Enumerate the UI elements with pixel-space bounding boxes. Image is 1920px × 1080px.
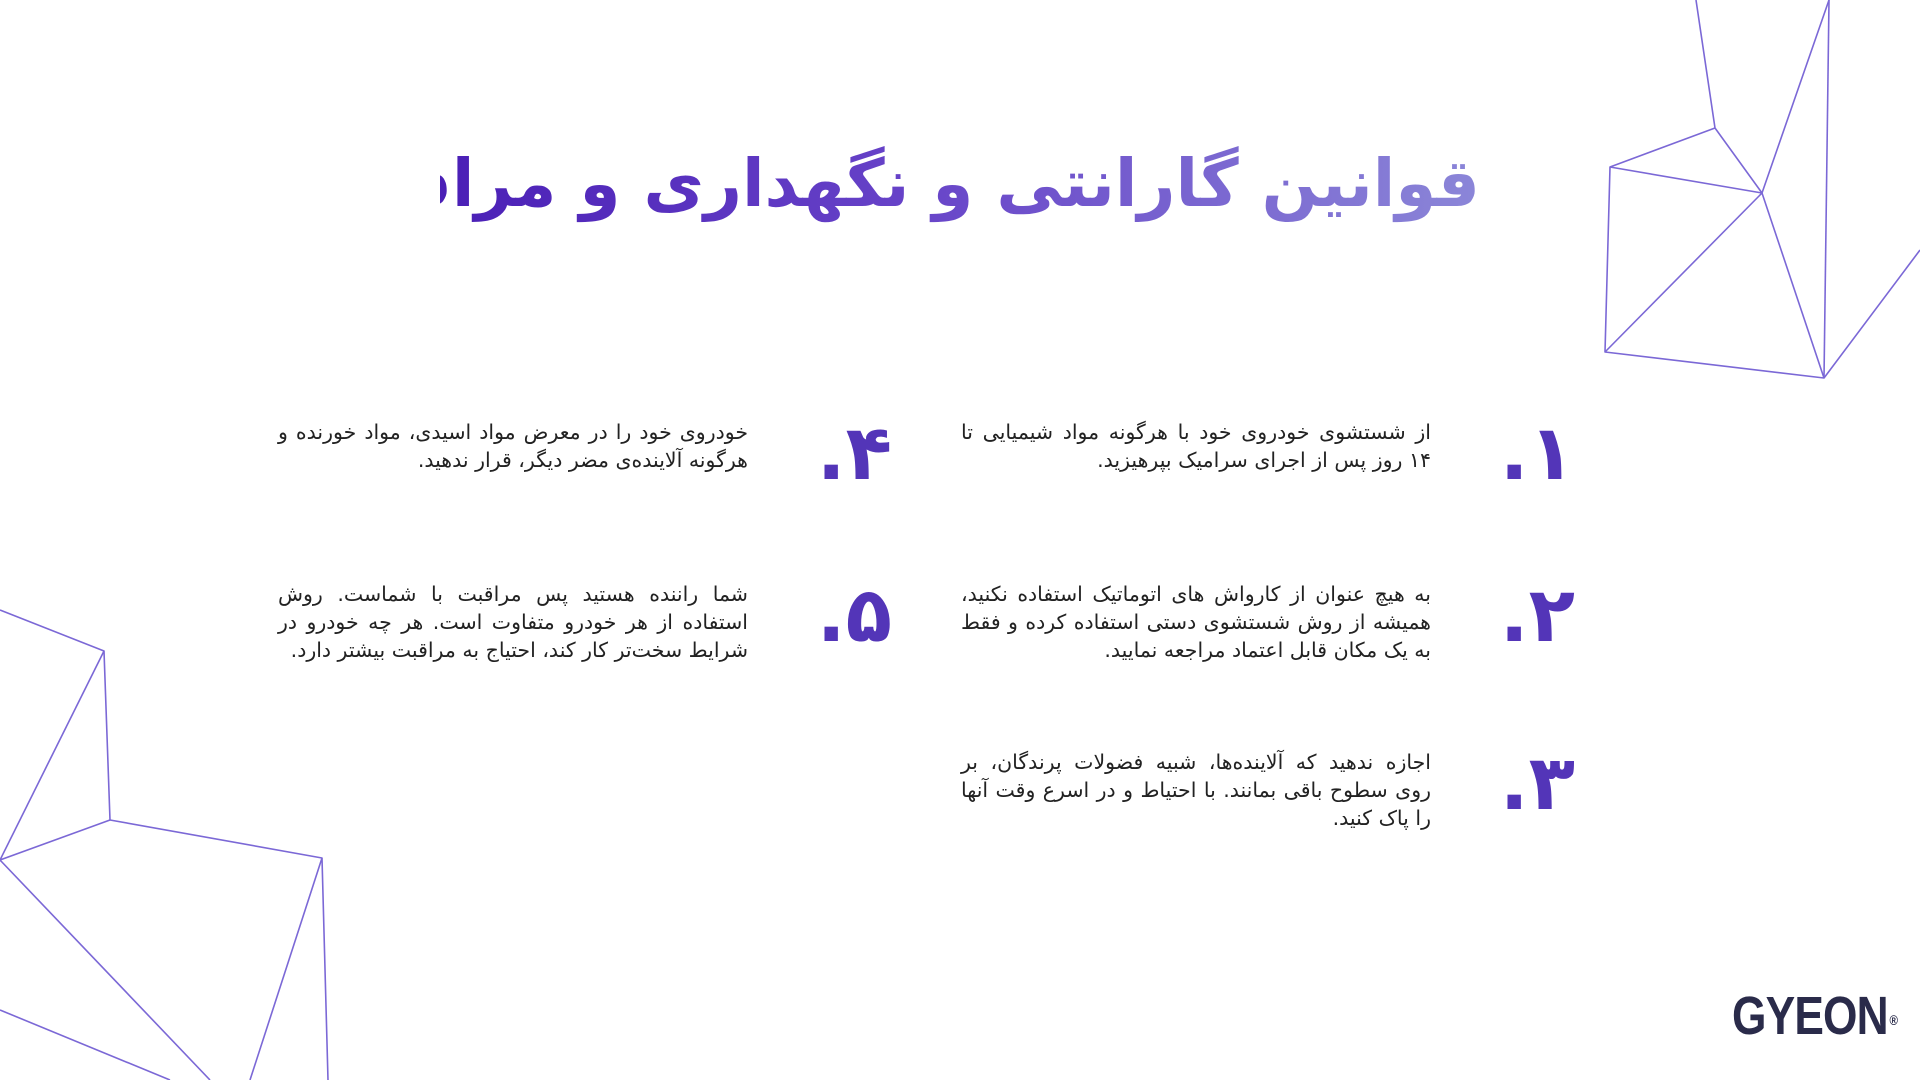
- deco-line: [0, 651, 104, 860]
- rule-item-1: [961, 408, 1575, 498]
- rule-text: از شستشوی خودروی خود با هرگونه مواد شیمیایی تا ۱۴ روز پس از اجرای سرامیک بپرهیزید.: [961, 420, 1431, 472]
- gyeon-logo: [1732, 986, 1898, 1046]
- rule-text: شما راننده هستید پس مراقبت با شماست. روش استفاده از هر خودرو متفاوت است. هر چه خودرو در شرایط سخت‌تر کار کند، احتیاج به مراقبت بیشتر دارد.: [278, 582, 748, 662]
- deco-line: [0, 1010, 170, 1080]
- registered-mark: ®: [1889, 1012, 1898, 1028]
- rule-item-3: [961, 738, 1575, 832]
- decorative-lines-top-right: [1580, 0, 1920, 390]
- deco-line: [1610, 167, 1762, 193]
- rule-number: ۵.: [816, 570, 892, 659]
- rule-text: خودروی خود را در معرض مواد اسیدی، مواد خورنده و هرگونه آلاینده‌ی مضر دیگر، قرار ندهید.: [278, 420, 748, 472]
- rule-text: اجازه ندهید که آلاینده‌ها، شبیه فضولات پرندگان، بر روی سطوح باقی بمانند. با احتیاط و در اسرع وقت آنها را پاک کنید.: [961, 750, 1431, 830]
- deco-line: [1696, 0, 1829, 193]
- rule-text: به هیچ عنوان از کارواش های اتوماتیک استفاده نکنید، همیشه از روش شستشوی دستی استفاده کرده و فقط به یک مکان قابل اعتماد مراجعه نمایید.: [961, 582, 1431, 662]
- deco-line: [0, 610, 328, 1080]
- rule-item-2: [961, 570, 1575, 664]
- deco-line: [1605, 193, 1762, 352]
- logo-text: GYEON: [1732, 986, 1888, 1046]
- deco-line: [0, 860, 210, 1080]
- decorative-lines-bottom-left: [0, 600, 340, 1080]
- deco-line: [1762, 193, 1824, 378]
- rule-number: ۳.: [1499, 738, 1575, 827]
- deco-line: [250, 858, 322, 1080]
- deco-line: [1605, 128, 1920, 378]
- rule-number: ۱.: [1499, 408, 1575, 497]
- rule-number: ۴.: [816, 408, 892, 497]
- slide-title: قوانین گارانتی و نگهداری و مراقبت: [440, 138, 1480, 230]
- rule-number: ۲.: [1499, 570, 1575, 659]
- deco-line: [0, 820, 110, 860]
- rule-item-5: [278, 570, 892, 664]
- rule-item-4: [278, 408, 892, 498]
- deco-line: [1824, 0, 1829, 378]
